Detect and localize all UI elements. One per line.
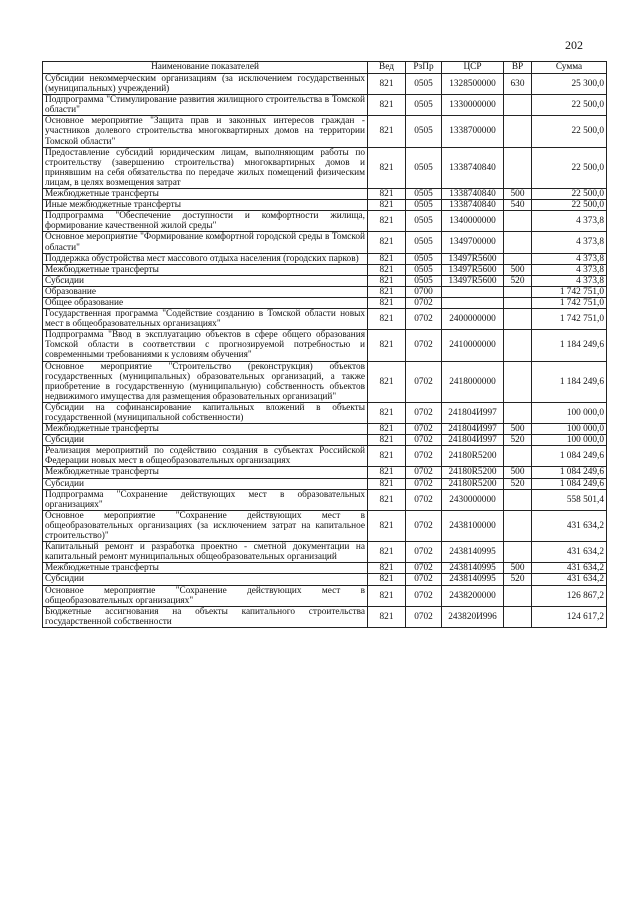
cell-vr: 520 xyxy=(504,574,532,585)
cell-ved: 821 xyxy=(368,189,406,200)
cell-csr: 2438140995 xyxy=(442,563,504,574)
cell-ved: 821 xyxy=(368,402,406,423)
cell-csr: 241804И997 xyxy=(442,424,504,435)
table-row xyxy=(43,510,607,541)
cell-vr: 500 xyxy=(504,189,532,200)
table-row xyxy=(43,489,607,510)
cell-csr: 1338740840 xyxy=(442,147,504,188)
cell-ved: 821 xyxy=(368,510,406,541)
cell-csr: 2438200000 xyxy=(442,585,504,606)
cell-ved: 821 xyxy=(368,574,406,585)
cell-vr xyxy=(504,95,532,116)
cell-sum: 1 084 249,6 xyxy=(532,478,607,489)
cell-vr xyxy=(504,286,532,297)
cell-vr xyxy=(504,297,532,308)
cell-name: Подпрограмма "Ввод в эксплуатацию объектов в сфере общего образования Томской области в соответствии с прогнозируемой потребностью и современными требованиями к условиям обучения" xyxy=(43,330,368,361)
cell-ved: 821 xyxy=(368,467,406,478)
cell-rzpr: 0702 xyxy=(406,435,442,446)
cell-sum: 25 300,0 xyxy=(532,74,607,95)
cell-ved: 821 xyxy=(368,424,406,435)
cell-rzpr: 0702 xyxy=(406,330,442,361)
cell-ved: 821 xyxy=(368,275,406,286)
header-vr: ВР xyxy=(504,62,532,74)
table-row xyxy=(43,424,607,435)
table-row xyxy=(43,563,607,574)
cell-rzpr: 0702 xyxy=(406,402,442,423)
cell-rzpr: 0702 xyxy=(406,489,442,510)
cell-name: Субсидии xyxy=(43,574,368,585)
cell-vr xyxy=(504,489,532,510)
cell-ved: 821 xyxy=(368,95,406,116)
cell-ved: 821 xyxy=(368,286,406,297)
cell-sum: 4 373,8 xyxy=(532,253,607,264)
cell-sum: 558 501,4 xyxy=(532,489,607,510)
cell-csr: 2438140995 xyxy=(442,542,504,563)
cell-sum: 4 373,8 xyxy=(532,264,607,275)
cell-sum: 1 184 249,6 xyxy=(532,361,607,402)
cell-vr xyxy=(504,330,532,361)
table-row xyxy=(43,116,607,147)
cell-name: Межбюджетные трансферты xyxy=(43,563,368,574)
cell-ved: 821 xyxy=(368,361,406,402)
table-row xyxy=(43,446,607,467)
table-row xyxy=(43,574,607,585)
cell-rzpr: 0702 xyxy=(406,478,442,489)
header-rzpr: РзПр xyxy=(406,62,442,74)
cell-rzpr: 0702 xyxy=(406,446,442,467)
cell-vr xyxy=(504,147,532,188)
cell-rzpr: 0505 xyxy=(406,232,442,253)
table-row xyxy=(43,542,607,563)
cell-vr: 500 xyxy=(504,467,532,478)
cell-ved: 821 xyxy=(368,606,406,627)
header-csr: ЦСР xyxy=(442,62,504,74)
table-row xyxy=(43,189,607,200)
cell-sum: 1 084 249,6 xyxy=(532,446,607,467)
cell-ved: 821 xyxy=(368,309,406,330)
cell-rzpr: 0505 xyxy=(406,147,442,188)
table-row xyxy=(43,330,607,361)
cell-name: Поддержка обустройства мест массового отдыха населения (городских парков) xyxy=(43,253,368,264)
cell-sum: 431 634,2 xyxy=(532,574,607,585)
cell-name: Основное мероприятие "Строительство (реконструкция) объектов государственных (муниципальных) образовательных организаций, а также приобретение в государственную (муниципальную) собственность объектов недвижимого имущества для размещения образовательных организаций" xyxy=(43,361,368,402)
cell-rzpr: 0505 xyxy=(406,95,442,116)
cell-csr: 24180R5200 xyxy=(442,446,504,467)
cell-vr xyxy=(504,585,532,606)
cell-rzpr: 0702 xyxy=(406,361,442,402)
cell-name: Субсидии xyxy=(43,435,368,446)
cell-rzpr: 0505 xyxy=(406,211,442,232)
cell-name: Межбюджетные трансферты xyxy=(43,264,368,275)
cell-vr xyxy=(504,309,532,330)
cell-csr: 1349700000 xyxy=(442,232,504,253)
cell-name: Подпрограмма "Сохранение действующих мест в образовательных организациях" xyxy=(43,489,368,510)
cell-name: Основное мероприятие "Защита прав и законных интересов граждан - участников долевого строительства многоквартирных домов на территории Томской области" xyxy=(43,116,368,147)
cell-csr: 1338740840 xyxy=(442,200,504,211)
cell-name: Капитальный ремонт и разработка проектно - сметной документации на капитальный ремонт муниципальных общеобразовательных организаций xyxy=(43,542,368,563)
cell-ved: 821 xyxy=(368,232,406,253)
cell-name: Предоставление субсидий юридическим лицам, выполняющим работы по строительству (завершению строительства) многоквартирных домов и принявшим на себя обязательства по передаче жилых помещений физическим лицам, в целях возмещения затрат xyxy=(43,147,368,188)
cell-csr: 243820И996 xyxy=(442,606,504,627)
cell-rzpr: 0702 xyxy=(406,309,442,330)
cell-csr xyxy=(442,286,504,297)
cell-sum: 1 742 751,0 xyxy=(532,286,607,297)
cell-rzpr: 0505 xyxy=(406,189,442,200)
cell-csr: 241804И997 xyxy=(442,435,504,446)
cell-rzpr: 0702 xyxy=(406,424,442,435)
cell-csr: 24180R5200 xyxy=(442,467,504,478)
cell-vr: 500 xyxy=(504,563,532,574)
cell-rzpr: 0702 xyxy=(406,510,442,541)
cell-sum: 1 184 249,6 xyxy=(532,330,607,361)
cell-name: Государственная программа "Содействие созданию в Томской области новых мест в общеобразовательных организациях" xyxy=(43,309,368,330)
cell-rzpr: 0505 xyxy=(406,253,442,264)
cell-csr: 24180R5200 xyxy=(442,478,504,489)
cell-csr: 1330000000 xyxy=(442,95,504,116)
table-row xyxy=(43,286,607,297)
cell-ved: 821 xyxy=(368,330,406,361)
table-row xyxy=(43,147,607,188)
cell-sum: 4 373,8 xyxy=(532,232,607,253)
cell-csr: 1338740840 xyxy=(442,189,504,200)
cell-sum: 431 634,2 xyxy=(532,563,607,574)
cell-sum: 100 000,0 xyxy=(532,435,607,446)
cell-csr: 1328500000 xyxy=(442,74,504,95)
cell-name: Субсидии некоммерческим организациям (за исключением государственных (муниципальных) учреждений) xyxy=(43,74,368,95)
table-row xyxy=(43,478,607,489)
cell-sum: 431 634,2 xyxy=(532,510,607,541)
cell-vr xyxy=(504,116,532,147)
cell-name: Межбюджетные трансферты xyxy=(43,424,368,435)
cell-csr: 2418000000 xyxy=(442,361,504,402)
cell-csr: 2410000000 xyxy=(442,330,504,361)
cell-ved: 821 xyxy=(368,211,406,232)
cell-csr: 1338700000 xyxy=(442,116,504,147)
cell-vr xyxy=(504,446,532,467)
cell-name: Подпрограмма "Обеспечение доступности и комфортности жилища, формирование качественной жилой среды" xyxy=(43,211,368,232)
cell-vr xyxy=(504,542,532,563)
cell-name: Основное мероприятие "Сохранение действующих мест в общеобразовательных организациях" xyxy=(43,585,368,606)
cell-name: Основное мероприятие "Сохранение действующих мест в общеобразовательных организациях (за исключением затрат на капитальное строительство)" xyxy=(43,510,368,541)
table-body xyxy=(43,74,607,628)
cell-name: Иные межбюджетные трансферты xyxy=(43,200,368,211)
budget-table xyxy=(42,61,607,628)
cell-vr xyxy=(504,211,532,232)
cell-sum: 100 000,0 xyxy=(532,424,607,435)
cell-name: Межбюджетные трансферты xyxy=(43,467,368,478)
cell-name: Подпрограмма "Стимулирование развития жилищного строительства в Томской области" xyxy=(43,95,368,116)
cell-rzpr: 0702 xyxy=(406,563,442,574)
cell-vr: 520 xyxy=(504,478,532,489)
cell-vr xyxy=(504,253,532,264)
cell-sum: 1 084 249,6 xyxy=(532,467,607,478)
cell-name: Общее образование xyxy=(43,297,368,308)
cell-vr xyxy=(504,606,532,627)
cell-ved: 821 xyxy=(368,253,406,264)
cell-ved: 821 xyxy=(368,478,406,489)
cell-csr: 241804И997 xyxy=(442,402,504,423)
cell-vr: 520 xyxy=(504,275,532,286)
table-row xyxy=(43,200,607,211)
table-row xyxy=(43,74,607,95)
table-row xyxy=(43,264,607,275)
table-row xyxy=(43,95,607,116)
cell-sum: 22 500,0 xyxy=(532,200,607,211)
cell-ved: 821 xyxy=(368,74,406,95)
cell-rzpr: 0505 xyxy=(406,200,442,211)
cell-csr: 2438100000 xyxy=(442,510,504,541)
table-row xyxy=(43,402,607,423)
table-row xyxy=(43,606,607,627)
cell-rzpr: 0702 xyxy=(406,467,442,478)
cell-rzpr: 0702 xyxy=(406,297,442,308)
cell-csr: 1340000000 xyxy=(442,211,504,232)
table-row xyxy=(43,467,607,478)
cell-csr: 2438140995 xyxy=(442,574,504,585)
cell-rzpr: 0505 xyxy=(406,264,442,275)
cell-ved: 821 xyxy=(368,542,406,563)
cell-ved: 821 xyxy=(368,297,406,308)
cell-sum: 124 617,2 xyxy=(532,606,607,627)
table-row xyxy=(43,361,607,402)
cell-name: Субсидии xyxy=(43,275,368,286)
cell-ved: 821 xyxy=(368,585,406,606)
cell-ved: 821 xyxy=(368,264,406,275)
cell-name: Субсидии xyxy=(43,478,368,489)
cell-csr: 13497R5600 xyxy=(442,275,504,286)
cell-ved: 821 xyxy=(368,563,406,574)
cell-rzpr: 0702 xyxy=(406,585,442,606)
cell-ved: 821 xyxy=(368,446,406,467)
cell-vr xyxy=(504,402,532,423)
cell-sum: 1 742 751,0 xyxy=(532,309,607,330)
table-row xyxy=(43,297,607,308)
cell-rzpr: 0702 xyxy=(406,574,442,585)
cell-csr: 13497R5600 xyxy=(442,253,504,264)
cell-rzpr: 0700 xyxy=(406,286,442,297)
header-ved: Вед xyxy=(368,62,406,74)
cell-vr: 500 xyxy=(504,264,532,275)
cell-sum: 431 634,2 xyxy=(532,542,607,563)
table-row xyxy=(43,275,607,286)
cell-ved: 821 xyxy=(368,116,406,147)
cell-name: Основное мероприятие "Формирование комфортной городской среды в Томской области" xyxy=(43,232,368,253)
cell-name: Бюджетные ассигнования на объекты капитального строительства государственной собственности xyxy=(43,606,368,627)
table-header-row xyxy=(43,62,607,74)
cell-rzpr: 0505 xyxy=(406,275,442,286)
cell-name: Реализация мероприятий по содействию создания в субъектах Российской Федерации новых мест в общеобразовательных организациях xyxy=(43,446,368,467)
cell-vr xyxy=(504,510,532,541)
cell-sum: 100 000,0 xyxy=(532,402,607,423)
table-row xyxy=(43,585,607,606)
cell-rzpr: 0505 xyxy=(406,116,442,147)
cell-name: Межбюджетные трансферты xyxy=(43,189,368,200)
cell-name: Образование xyxy=(43,286,368,297)
cell-vr: 630 xyxy=(504,74,532,95)
cell-sum: 22 500,0 xyxy=(532,95,607,116)
cell-csr: 2400000000 xyxy=(442,309,504,330)
table-row xyxy=(43,309,607,330)
table-row xyxy=(43,211,607,232)
table-row xyxy=(43,253,607,264)
cell-ved: 821 xyxy=(368,147,406,188)
cell-name: Субсидии на софинансирование капитальных вложений в объекты государственной (муниципальной собственности) xyxy=(43,402,368,423)
table-row xyxy=(43,435,607,446)
cell-vr xyxy=(504,232,532,253)
page-number: 202 xyxy=(565,38,583,52)
cell-sum: 22 500,0 xyxy=(532,189,607,200)
table-row xyxy=(43,232,607,253)
cell-rzpr: 0702 xyxy=(406,606,442,627)
cell-csr: 13497R5600 xyxy=(442,264,504,275)
cell-rzpr: 0702 xyxy=(406,542,442,563)
cell-sum: 4 373,8 xyxy=(532,211,607,232)
cell-vr: 500 xyxy=(504,424,532,435)
cell-vr: 540 xyxy=(504,200,532,211)
cell-vr: 520 xyxy=(504,435,532,446)
cell-ved: 821 xyxy=(368,489,406,510)
cell-sum: 1 742 751,0 xyxy=(532,297,607,308)
cell-vr xyxy=(504,361,532,402)
cell-ved: 821 xyxy=(368,200,406,211)
header-name: Наименование показателей xyxy=(43,62,368,74)
header-sum: Сумма xyxy=(532,62,607,74)
cell-rzpr: 0505 xyxy=(406,74,442,95)
cell-sum: 22 500,0 xyxy=(532,147,607,188)
cell-sum: 126 867,2 xyxy=(532,585,607,606)
cell-sum: 22 500,0 xyxy=(532,116,607,147)
cell-sum: 4 373,8 xyxy=(532,275,607,286)
cell-csr: 2430000000 xyxy=(442,489,504,510)
cell-csr xyxy=(442,297,504,308)
cell-ved: 821 xyxy=(368,435,406,446)
